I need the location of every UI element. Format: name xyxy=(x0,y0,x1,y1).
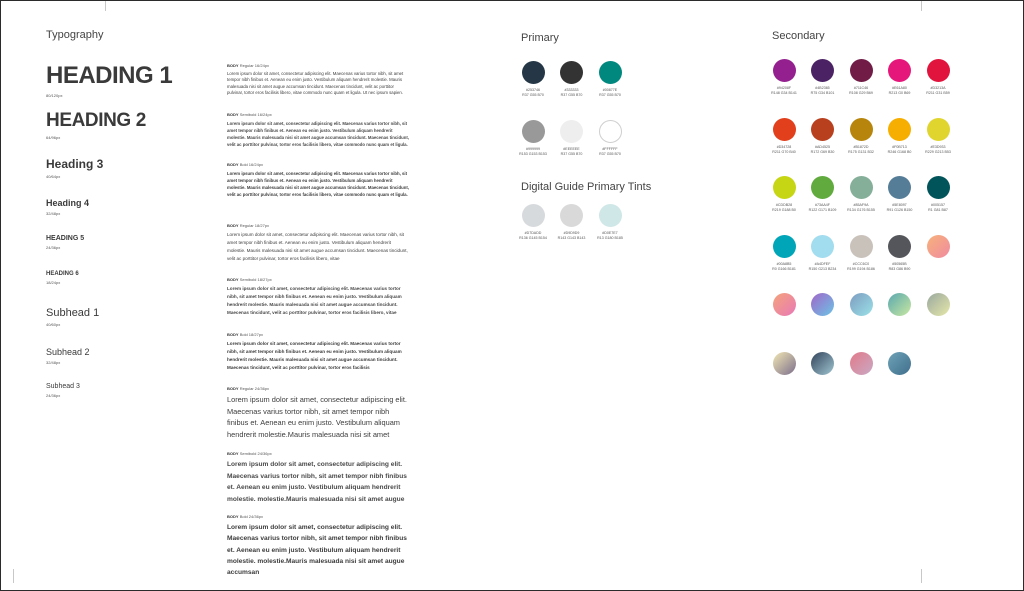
heading-5-sample: HEADING 5 24/36px xyxy=(46,235,85,250)
swatch-rgb: R75 G34 B101 xyxy=(810,91,835,95)
color-swatch xyxy=(915,235,961,258)
body-regular-24: BODY Regular 24/36px Lorem ipsum dolor sit amet, consectetur adipiscing elit. Maecenas varius tortor nibh, sit amet tempor nibh finibus et. Aenean eu enim justo. Vestibulum aliquam hendrerit molestie.Mauris malesuada nisi sit amet xyxy=(227,386,407,439)
swatch-rgb: R143 G143 B143 xyxy=(557,236,586,240)
color-dot xyxy=(888,352,911,375)
heading-1-sample: HEADING 1 80/120px xyxy=(46,62,173,98)
swatch-rgb: R1 G81 B87 xyxy=(928,208,948,212)
body-bold-24: BODY Bold 24/36px Lorem ipsum dolor sit amet, consectetur adipiscing elit. Maecenas varius tortor nibh, sit amet tempor nibh finibus et. Aenean eu enim justo. Vestibulum aliquam hendrerit molestie. molestie.Mauris malesuada nisi sit amet augue accumsan xyxy=(227,514,407,577)
color-dot xyxy=(888,118,911,141)
color-dot xyxy=(560,204,583,227)
color-swatch xyxy=(915,59,961,96)
tints-title: Digital Guide Primary Tints xyxy=(521,181,652,193)
swatch-rgb: R148 G34 B141 xyxy=(771,91,797,95)
swatch-hex: #999999 xyxy=(526,147,540,151)
swatch-rgb: R211 G31 B59 xyxy=(926,91,950,95)
color-dot xyxy=(773,352,796,375)
swatch-rgb: R134 G176 B155 xyxy=(847,208,875,212)
secondary-title: Secondary xyxy=(772,30,825,42)
swatch-rgb: R199 G194 B186 xyxy=(847,266,875,271)
color-dot xyxy=(773,59,796,82)
crop-mark xyxy=(921,1,922,11)
color-dot xyxy=(522,204,545,227)
heading-2-sample: HEADING 2 64/96px xyxy=(46,110,146,140)
swatch-hex: #A4DFEF xyxy=(814,261,831,266)
color-dot xyxy=(888,293,911,316)
swatch-hex: #253746 xyxy=(526,88,540,92)
subhead-3-sample: Subhead 3 24/36px xyxy=(46,383,80,398)
swatch-hex: #EEEEEE xyxy=(563,147,580,151)
swatch-rgb: R37 G55 B70 xyxy=(599,152,621,156)
color-dot xyxy=(599,204,622,227)
swatch-rgb: R175 G131 B32 xyxy=(848,149,874,154)
color-dot xyxy=(888,176,911,199)
swatch-hex: #FFFFFF xyxy=(602,147,618,151)
color-dot xyxy=(927,118,950,141)
color-dot xyxy=(599,120,622,143)
swatch-hex: #E61A80 xyxy=(892,86,907,90)
swatch-hex: #00A8B5 xyxy=(776,261,792,266)
swatch-hex: #CCC6C0 xyxy=(852,261,870,266)
color-swatch xyxy=(915,118,961,155)
color-dot xyxy=(773,235,796,258)
swatch-hex: #D7DADD xyxy=(524,231,542,235)
color-dot xyxy=(850,59,873,82)
color-swatch xyxy=(915,176,961,213)
color-dot xyxy=(850,176,873,199)
color-dot xyxy=(811,352,834,375)
swatch-rgb: R83 G86 B90 xyxy=(888,266,911,271)
primary-title: Primary xyxy=(521,32,559,44)
crop-mark xyxy=(105,1,106,11)
color-swatch xyxy=(915,293,961,316)
color-dot xyxy=(888,59,911,82)
color-dot xyxy=(560,120,583,143)
swatch-rgb: R108 G29 B69 xyxy=(849,91,873,95)
color-dot xyxy=(773,293,796,316)
color-dot xyxy=(522,61,545,84)
swatch-hex: #85AF9A xyxy=(853,203,869,207)
swatch-hex: #5E8097 xyxy=(892,203,907,207)
swatch-rgb: R91 G126 B150 xyxy=(886,208,913,212)
color-dot xyxy=(599,61,622,84)
swatch-rgb: R219 G188 B0 xyxy=(772,208,796,212)
color-dot xyxy=(560,61,583,84)
color-dot xyxy=(850,118,873,141)
color-dot xyxy=(773,176,796,199)
body-semibold-16: BODY Semibold 16/24px Lorem ipsum dolor sit amet, consectetur adipiscing elit. Maecenas varius tortor nibh, sit amet tempor nibh finibus et. Aenean eu enim justo. Vestibulum aliquam hendrerit molestie. Mauris malesuada nisi sit amet augue accumsan tincidunt. Maecenas tincidunt, velit ac porttitor pulvinar, tortor eros facilisis libero, vitae commodo nunc quam et ligula. xyxy=(227,112,409,147)
swatch-hex: #711C46 xyxy=(853,86,869,90)
crop-mark xyxy=(13,569,14,583)
color-swatch xyxy=(877,352,923,375)
swatch-hex: #E3D933 xyxy=(930,144,946,149)
swatch-rgb: R172 G69 B30 xyxy=(810,149,835,154)
heading-4-sample: Heading 4 32/48px xyxy=(46,198,90,216)
crop-mark xyxy=(921,569,922,583)
color-dot xyxy=(927,293,950,316)
body-semibold-18: BODY Semibold 18/27px Lorem ipsum dolor sit amet, consectetur adipiscing elit. Maecenas varius tortor nibh, sit amet tempor nibh finibus et. Aenean eu enim justo. Vestibulum aliquam hendrerit molestie. Mauris malesuada nisi sit amet augue accumsan tincidunt. Maecenas tincidunt, velit ac porttitor pulvinar, tortor eros facilisis libero, vitae xyxy=(227,277,402,315)
color-dot xyxy=(850,352,873,375)
swatch-hex: #94208F xyxy=(776,86,792,90)
swatch-hex: #F0B713 xyxy=(892,144,907,149)
color-dot xyxy=(811,59,834,82)
color-dot xyxy=(522,120,545,143)
color-dot xyxy=(927,235,950,258)
color-dot xyxy=(811,293,834,316)
body-regular-18: BODY Regular 18/27px Lorem ipsum dolor sit amet, consectetur adipiscing elit. Maecenas varius tortor nibh, sit amet tempor nibh finibus et. Aenean eu enim justo. Vestibulum aliquam hendrerit molestie. Mauris malesuada nisi sit amet augue accumsan tincidunt. Maecenas tincidunt, velit ac porttitor pulvinar, tortor eros facilisis libero, vitae xyxy=(227,223,408,261)
heading-3-sample: Heading 3 40/64px xyxy=(46,157,104,179)
swatch-hex: #AD4525 xyxy=(815,144,830,149)
swatch-hex: #333333 xyxy=(564,88,579,92)
color-dot xyxy=(850,293,873,316)
color-dot xyxy=(927,59,950,82)
swatch-rgb: R150 G213 B234 xyxy=(808,266,837,271)
swatch-rgb: R213 G0 B69 xyxy=(888,91,911,95)
swatch-rgb: R246 G168 B0 xyxy=(887,149,912,154)
body-regular-16: BODY Regular 16/24px Lorem ipsum dolor sit amet, consectetur adipiscing elit. Maecenas varius tortor nibh, sit amet tempor nibh finibus et. Aenean eu enim justo. Vestibulum aliquam hendrerit molestie. Mauris malesuada nisi sit amet augue accumsan tincidunt. Maecenas tincidunt, velit ac porttitor pulvinar, tortor eros facilisis libero, vitae commodo nunc quam et ligula. Ut nec ipsum sapien. xyxy=(227,63,404,96)
swatch-rgb: R37 G55 B70 xyxy=(599,93,621,97)
color-dot xyxy=(773,118,796,141)
swatch-hex: #73AA4F xyxy=(815,203,830,207)
color-swatch xyxy=(587,204,633,241)
subhead-2-sample: Subhead 2 32/48px xyxy=(46,347,90,365)
typography-title: Typography xyxy=(46,29,104,41)
body-bold-16: BODY Bold 16/24px Lorem ipsum dolor sit amet, consectetur adipiscing elit. Maecenas varius tortor nibh, sit amet tempor nibh finibus et. Aenean eu enim justo. Vestibulum aliquam hendrerit molestie. Mauris malesuada nisi sit amet augue accumsan tincidunt. Maecenas tincidunt, velit ac porttitor pulvinar, tortor eros facilisis libero, vitae commodo nunc quam et ligula. xyxy=(227,162,409,197)
body-semibold-24: BODY Semibold 24/36px Lorem ipsum dolor sit amet, consectetur adipiscing elit. Maecenas varius tortor nibh, sit amet tempor nibh finibus et. Aenean eu enim justo. Vestibulum aliquam hendrerit molestie. molestie.Mauris malesuada nisi sit amet augue xyxy=(227,451,407,503)
swatch-hex: #50565B xyxy=(892,261,907,266)
color-dot xyxy=(811,118,834,141)
color-dot xyxy=(850,235,873,258)
swatch-hex: #B1872D xyxy=(853,144,869,149)
swatch-hex: #005157 xyxy=(931,203,945,207)
body-bold-18: BODY Bold 18/27px Lorem ipsum dolor sit amet, consectetur adipiscing elit. Maecenas varius tortor nibh, sit amet tempor nibh finibus et. Aenean eu enim justo. Vestibulum aliquam hendrerit molestie. Mauris malesuada nisi sit amet augue accumsan tincidunt. Maecenas tincidunt, velit ac porttitor pulvinar, tortor eros facilisis xyxy=(227,332,402,370)
swatch-rgb: R229 G213 B53 xyxy=(925,149,951,154)
swatch-hex: #4B2365 xyxy=(815,86,830,90)
swatch-rgb: R0 G166 B181 xyxy=(772,266,796,271)
swatch-rgb: R122 G171 B109 xyxy=(808,208,837,212)
heading-6-sample: HEADING 6 18/24px xyxy=(46,271,79,285)
swatch-rgb: R136 G145 B154 xyxy=(519,236,547,240)
color-swatch xyxy=(587,120,633,157)
swatch-rgb: R211 G70 B40 xyxy=(772,149,796,154)
subhead-1-sample: Subhead 1 40/60px xyxy=(46,307,100,327)
swatch-rgb: R13 G180 B185 xyxy=(597,236,623,240)
swatch-rgb: R37 G55 B70 xyxy=(522,93,544,97)
swatch-rgb: R37 G55 B70 xyxy=(560,93,583,97)
color-dot xyxy=(927,176,950,199)
swatch-hex: #D3213A xyxy=(930,86,946,90)
swatch-rgb: R153 G153 B153 xyxy=(519,152,547,156)
color-dot xyxy=(888,235,911,258)
swatch-hex: #D9D9D9 xyxy=(563,231,580,235)
swatch-hex: #CDDB28 xyxy=(775,203,793,207)
swatch-rgb: R37 G55 B70 xyxy=(560,152,583,156)
color-swatch xyxy=(587,61,633,98)
swatch-hex: #D0E7E7 xyxy=(602,231,618,235)
swatch-hex: #00877E xyxy=(602,88,618,92)
color-dot xyxy=(811,235,834,258)
color-dot xyxy=(811,176,834,199)
swatch-hex: #D34728 xyxy=(776,144,792,149)
